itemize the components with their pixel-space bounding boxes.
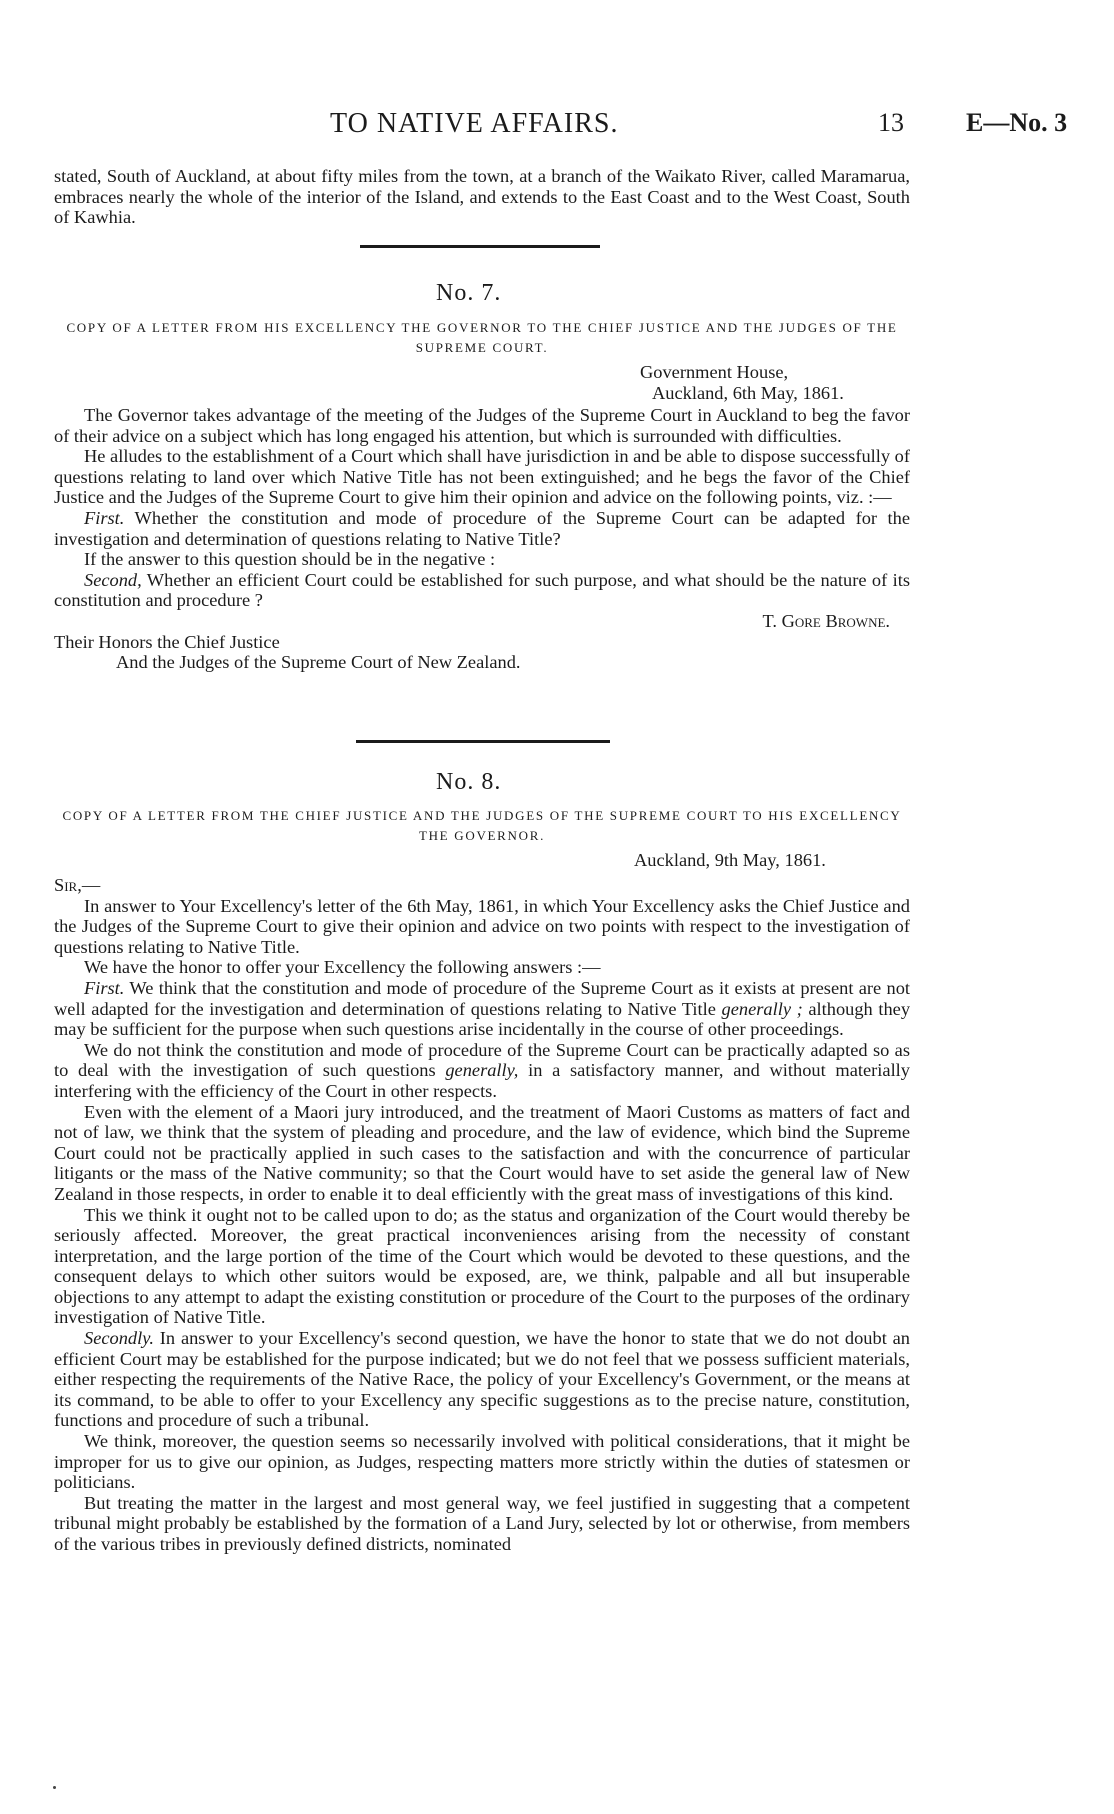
letter-7-caption-block bbox=[54, 318, 910, 358]
letter-8-paragraph bbox=[54, 1040, 910, 1102]
letter-7-date: Auckland, 6th May, 1861. bbox=[652, 383, 844, 403]
second-text: Whether an efficient Court could be established for such purpose, and what should be the nature of its constitution and procedure ? bbox=[54, 569, 910, 611]
letter-8-paragraph: We think, moreover, the question seems so necessarily involved with political considerations, that it might be improper for us to give our opinion, as Judges, respecting matters more strictly within the duties of statesmen or politicians. bbox=[54, 1431, 910, 1493]
letter-7-signature: T. Gore Browne. bbox=[762, 610, 890, 631]
letter-8-first-answer bbox=[54, 978, 910, 1040]
letter-8-caption: COPY OF A LETTER FROM THE CHIEF JUSTICE AND THE JUDGES OF THE SUPREME COURT TO HIS EXCELLENCY THE GOVERNOR. bbox=[62, 808, 902, 843]
second-text: In answer to your Excellency's second question, we have the honor to state that we do not doubt an efficient Court may be established for the purpose indicated; but we do not feel that we possess sufficient materials, either respecting the requirements of the Native Race, the policy of your Excellency's Government, or the means at its command, to be able to offer to your Excellency any specific suggestions as to the precise nature, constitution, functions and procedure of such a tribunal. bbox=[54, 1328, 910, 1431]
print-speck bbox=[53, 1786, 56, 1789]
letter-8-paragraph: Even with the element of a Maori jury introduced, and the treatment of Maori Customs as matters of fact and not of law, we think that the system of pleading and procedure, and the law of evidence, which bind the Supreme Court could not be practically applied in such cases to the satisfaction and with the concurrence of particular litigants or the mass of the Native community; so that the Court would have to set aside the general law of New Zealand in those respects, in order to enable it to deal efficiently with the great mass of investigations of this kind. bbox=[54, 1101, 910, 1204]
letter-8-second-answer bbox=[54, 1328, 910, 1431]
emphasis-generally: generally ; bbox=[721, 998, 803, 1019]
letter-8-paragraph: This we think it ought not to be called upon to do; as the status and organization of the Court would thereby be seriously affected. Moreover, the great practical inconveniences arising from the necessity of constant interpretation, and the large portion of the time of the Court which would be devoted to these questions, and the consequent delays to which other suitors would be exposed, are, we think, palpable and all but insuperable objections to any attempt to adapt the existing constitution or procedure of the Court to the purposes of the ordinary investigation of Native Title. bbox=[54, 1204, 910, 1328]
page-number: 13 bbox=[878, 108, 904, 137]
letter-8-caption-block bbox=[54, 806, 910, 846]
paragraph-text: We do not think the constitution and mode of procedure of the Supreme Court can be practically adapted so as to deal with the investigation of such questions bbox=[54, 1039, 910, 1081]
letter-8-salutation: Sir,— bbox=[54, 875, 101, 895]
first-label: First. bbox=[84, 507, 125, 528]
letter-7-number: No. 7. bbox=[436, 280, 502, 306]
letter-8-date: Auckland, 9th May, 1861. bbox=[634, 850, 826, 870]
letter-7-paragraph: The Governor takes advantage of the meeting of the Judges of the Supreme Court in Auckland to beg the favor of their advice on a subject which has long engaged his attention, but which is surrounded with difficulties. bbox=[54, 405, 910, 446]
letter-8-body bbox=[54, 875, 910, 1555]
second-label: Second, bbox=[84, 569, 142, 590]
first-text: Whether the constitution and mode of procedure of the Supreme Court can be adapted for the investigation and determination of questions relating to Native Title? bbox=[54, 507, 910, 549]
first-text-cont: although they may be sufficient for the purpose when such questions arise incidentally in the course of other proceedings. bbox=[54, 998, 911, 1040]
letter-8-number: No. 8. bbox=[436, 769, 502, 795]
letter-8-paragraph: In answer to Your Excellency's letter of the 6th May, 1861, in which Your Excellency asks the Chief Justice and the Judges of the Supreme Court to give their opinion and advice on two points with respect to the investigation of questions relating to Native Title. bbox=[54, 895, 910, 957]
section-number: E—No. 3 bbox=[966, 108, 1068, 137]
letter-7-caption: COPY OF A LETTER FROM HIS EXCELLENCY THE GOVERNOR TO THE CHIEF JUSTICE AND THE JUDGES OF THE SUPREME COURT. bbox=[66, 320, 898, 355]
letter-7-addressee: And the Judges of the Supreme Court of New Zealand. bbox=[116, 652, 521, 673]
intro-paragraph: stated, South of Auckland, at about fifty miles from the town, at a branch of the Waikato River, called Maramarua, embraces nearly the whole of the interior of the Island, and extends to the East Coast and to the West Coast, South of Kawhia. bbox=[54, 166, 910, 228]
letter-7-addressee: Their Honors the Chief Justice bbox=[54, 631, 280, 652]
letter-7-body bbox=[54, 405, 910, 673]
letter-7-paragraph: He alludes to the establishment of a Court which shall have jurisdiction in and be able to dispose successfully of questions relating to land over which Native Title has not been extinguished; and he begs the favor of the Chief Justice and the Judges of the Supreme Court to give him their opinion and advice on the following points, viz. :— bbox=[54, 446, 910, 508]
section-divider bbox=[356, 740, 610, 743]
letter-7-second-question bbox=[54, 570, 910, 611]
letter-8-paragraph: We have the honor to offer your Excellency the following answers :— bbox=[84, 957, 601, 978]
letter-7-place: Government House, bbox=[640, 362, 789, 382]
running-title: TO NATIVE AFFAIRS. bbox=[330, 108, 619, 139]
running-header bbox=[0, 108, 1114, 148]
letter-7-first-question bbox=[54, 508, 910, 549]
intro-paragraph-block bbox=[54, 166, 910, 228]
first-label: First. bbox=[84, 977, 125, 998]
paragraph-text-cont: in a satisfactory manner, and without materially interfering with the efficiency of the Court in other respects. bbox=[54, 1060, 910, 1101]
letter-8-paragraph: But treating the matter in the largest and most general way, we feel justified in suggesting that a competent tribunal might probably be established by the formation of a Land Jury, selected by lot or otherwise, from members of the various tribes in previously defined districts, nominated bbox=[54, 1492, 910, 1554]
letter-7-paragraph: If the answer to this question should be in the negative : bbox=[84, 549, 496, 570]
emphasis-generally: generally, bbox=[445, 1060, 519, 1081]
section-divider bbox=[360, 245, 600, 248]
first-text: We think that the constitution and mode of procedure of the Supreme Court as it exists at present are not well adapted for the investigation and determination of questions relating to Native Title bbox=[54, 977, 910, 1019]
second-label: Secondly. bbox=[84, 1328, 154, 1349]
